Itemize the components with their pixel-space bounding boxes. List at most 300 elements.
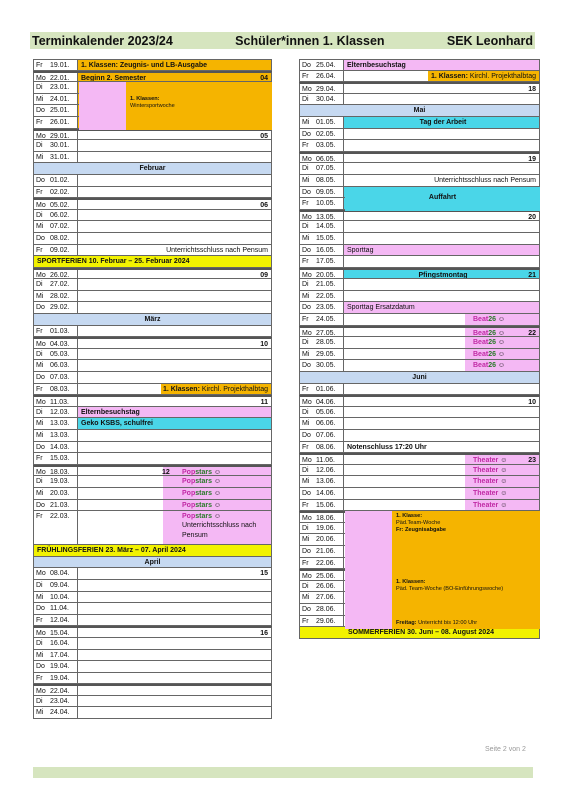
event: [344, 384, 539, 395]
calendar-row: [299, 82, 540, 94]
date: 21.06.: [314, 546, 344, 557]
weekday: Do: [302, 188, 311, 196]
date: 06.05.: [314, 154, 344, 163]
weekday: Mo: [36, 132, 46, 140]
date: 16.05.: [314, 245, 344, 256]
calendar-row: [33, 372, 272, 384]
event: Sporttag Ersatzdatum: [344, 302, 539, 313]
event: [78, 131, 271, 140]
weekday: Di: [36, 408, 43, 416]
footer-bar: [33, 767, 533, 778]
weekday: Mi: [36, 292, 44, 300]
date: 24.05.: [314, 314, 344, 325]
weekday: Mo: [302, 86, 312, 94]
theater-label: Theater ☺: [473, 466, 508, 474]
calendar-row: [299, 337, 540, 349]
date: 09.05.: [314, 187, 344, 198]
date: 27.02.: [48, 279, 78, 290]
weekday: Mi: [36, 153, 44, 161]
date: 11.03.: [48, 397, 78, 406]
calendar-row: [299, 291, 540, 303]
date: 27.06.: [314, 592, 344, 603]
date: 08.06.: [314, 442, 344, 453]
weekday: Do: [302, 362, 311, 370]
event: [344, 279, 539, 290]
event-text: Kirchl. Projekthalbtag: [467, 72, 536, 80]
event: Beginn 2. Semester: [78, 73, 271, 82]
event: [344, 465, 539, 476]
date: 10.04.: [48, 592, 78, 603]
beat26-label: Beat26 ☺: [473, 350, 506, 358]
week-number: 12: [162, 468, 170, 476]
event: [78, 638, 271, 649]
event: [78, 140, 271, 151]
event: 1. Klassen: Zeugnis- und LB-Ausgabe: [78, 60, 271, 70]
calendar-row: [299, 442, 540, 454]
popstars-label: Popstars ☺: [182, 513, 222, 521]
calendar-row: [299, 233, 540, 245]
wintersport-orange-block: [126, 82, 272, 130]
weekday: Fr: [36, 327, 43, 335]
event: [78, 349, 271, 360]
weekday: Do: [36, 234, 45, 242]
weekday: Do: [302, 489, 311, 497]
weekday: Di: [36, 281, 43, 289]
weekday: Fr: [302, 617, 309, 625]
calendar-row: [33, 430, 272, 442]
date: 26.02.: [48, 270, 78, 279]
week-number: 19: [528, 155, 536, 163]
weekday: Mo: [36, 570, 46, 578]
calendar-row: [33, 349, 272, 361]
weekday: Mi: [302, 350, 310, 358]
event: [78, 397, 271, 406]
weekday: Fr: [36, 246, 43, 254]
event-text: Kirchl. Projekthalbtag: [199, 385, 268, 393]
event: [78, 686, 271, 695]
event: [78, 279, 271, 290]
date: 11.06.: [314, 455, 344, 464]
date: 26.04.: [314, 71, 344, 82]
date: 22.04.: [48, 686, 78, 695]
event: [344, 455, 539, 464]
date: 18.03.: [48, 467, 78, 476]
date: 28.06.: [314, 604, 344, 615]
calendar-row: [33, 198, 272, 210]
date: 13.05.: [314, 212, 344, 221]
header-title: Terminkalender 2023/24: [32, 33, 173, 48]
theater-label: Theater ☺: [473, 457, 508, 465]
calendar-row: [33, 603, 272, 615]
calendar-row: [299, 500, 540, 512]
calendar-row: [299, 71, 540, 83]
date: 23.01.: [48, 82, 78, 93]
event-title: 1. Klassen:: [162, 385, 200, 393]
weekday: Mo: [302, 457, 312, 465]
event: [344, 328, 539, 337]
date: 28.02.: [48, 291, 78, 302]
calendar-left-column: [33, 59, 272, 719]
weekday: Di: [36, 350, 43, 358]
weekday: Mo: [302, 155, 312, 163]
event: [78, 326, 271, 337]
auffahrt-label: Auffahrt: [428, 194, 457, 201]
weekday: Di: [36, 478, 43, 486]
team-week-pink: [345, 511, 392, 571]
date: 18.06.: [314, 513, 344, 522]
date: 09.02.: [48, 245, 78, 256]
event: [78, 302, 271, 313]
weekday: Do: [302, 130, 311, 138]
weekday: Di: [302, 95, 309, 103]
calendar-row: [299, 163, 540, 175]
weekday: Di: [36, 84, 43, 92]
event: [78, 339, 271, 348]
theater-label: Theater ☺: [473, 478, 508, 486]
event: [78, 430, 271, 441]
date: 19.04.: [48, 673, 78, 684]
weekday: Do: [36, 107, 45, 115]
page-footer: Seite 2 von 2: [485, 746, 526, 753]
calendar-row: [33, 465, 272, 477]
event: [78, 476, 271, 487]
calendar-row: [33, 488, 272, 500]
date: 06.03.: [48, 360, 78, 371]
weekday: Do: [36, 501, 45, 509]
weekday: Mi: [302, 118, 310, 126]
weekday: Di: [302, 466, 309, 474]
calendar-row: [33, 129, 272, 141]
weekday: Do: [302, 304, 311, 312]
date: 19.06.: [314, 523, 344, 534]
wintersport-note: 1. Klassen: Wintersportwoche: [130, 96, 175, 109]
weekday: Mo: [36, 271, 46, 279]
weekday: Do: [302, 547, 311, 555]
week-number: 18: [528, 86, 536, 94]
event: [344, 500, 539, 511]
date: 08.03.: [48, 384, 78, 395]
calendar-row: [299, 360, 540, 372]
weekday: Di: [302, 223, 309, 231]
date: 07.05.: [314, 163, 344, 174]
popstars-label: Popstars ☺: [182, 489, 222, 497]
event: Unterrichtsschluss nach Pensum: [434, 176, 536, 184]
event: [78, 707, 271, 718]
date: 12.06.: [314, 465, 344, 476]
weekday: Mi: [36, 95, 44, 103]
calendar-row: [299, 117, 540, 129]
event: Unterrichtsschluss nach Pensum: [166, 246, 268, 254]
weekday: Mo: [302, 213, 312, 221]
weekday: Mi: [302, 536, 310, 544]
weekday: Fr: [36, 188, 43, 196]
date: 16.04.: [48, 638, 78, 649]
date: 15.06.: [314, 500, 344, 511]
calendar-right-column: [299, 59, 540, 639]
date: 22.05.: [314, 291, 344, 302]
date: 10.05.: [314, 198, 344, 209]
theater-label: Theater ☺: [473, 489, 508, 497]
date: 12.04.: [48, 615, 78, 626]
auffahrt-block: [345, 187, 540, 211]
event: [78, 442, 271, 453]
event: [78, 233, 271, 244]
date: 14.06.: [314, 488, 344, 499]
weekday: Fr: [36, 118, 43, 126]
weekday: Do: [302, 246, 311, 254]
calendar-row: [299, 418, 540, 430]
event: [344, 397, 539, 406]
event: [78, 696, 271, 707]
date: 13.06.: [314, 476, 344, 487]
date: 02.02.: [48, 187, 78, 198]
calendar-row: [33, 453, 272, 465]
popstars-label: Popstars ☺: [182, 468, 222, 476]
calendar-row: [33, 684, 272, 696]
date: 13.03.: [48, 418, 78, 429]
date: 24.04.: [48, 707, 78, 718]
weekday: Mi: [36, 709, 44, 717]
week-number: 05: [260, 132, 268, 140]
week-number: 06: [260, 202, 268, 210]
weekday: Mo: [36, 688, 46, 696]
event: [344, 418, 539, 429]
weekday: Mo: [302, 329, 312, 337]
date: 24.01.: [48, 94, 78, 105]
calendar-row: [33, 302, 272, 314]
date: 30.04.: [314, 94, 344, 105]
event: [344, 349, 539, 360]
event: [78, 270, 271, 279]
beat26-label: Beat26 ☺: [473, 339, 506, 347]
date: 01.06.: [314, 384, 344, 395]
calendar-row: [299, 129, 540, 141]
weekday: Mi: [302, 292, 310, 300]
popstars-label: Popstars ☺: [182, 478, 222, 486]
date: 30.01.: [48, 140, 78, 151]
date: 05.02.: [48, 200, 78, 209]
header-school: SEK Leonhard: [446, 33, 533, 48]
beat26-label: Beat26 ☺: [473, 362, 506, 370]
event: [344, 129, 539, 140]
week-number: 15: [260, 570, 268, 578]
calendar-row: [33, 418, 272, 430]
date: 08.04.: [48, 568, 78, 579]
event-title: 1. Klassen:: [430, 72, 468, 80]
calendar-row: [33, 59, 272, 71]
weekday: Do: [36, 605, 45, 613]
team-week2-pink: [345, 569, 392, 629]
event: [344, 407, 539, 418]
date: 29.05.: [314, 349, 344, 360]
event: [78, 453, 271, 464]
weekday: Di: [302, 281, 309, 289]
date: 29.04.: [314, 84, 344, 93]
unterricht-note: Unterrichtsschluss nach Pensum: [182, 522, 257, 540]
date: 15.05.: [314, 233, 344, 244]
calendar-row: [33, 673, 272, 685]
date: 01.05.: [314, 117, 344, 128]
date: 25.04.: [314, 60, 344, 70]
weekday: Fr: [302, 385, 309, 393]
date: 23.05.: [314, 302, 344, 313]
event: [78, 628, 271, 637]
date: 04.03.: [48, 339, 78, 348]
weekday: Mi: [302, 420, 310, 428]
date: 26.06.: [314, 581, 344, 592]
popstars-label: Popstars ☺: [182, 501, 222, 509]
event: Sporttag: [344, 245, 539, 256]
beat26-label: Beat26 ☺: [473, 329, 506, 337]
week-number: 10: [528, 399, 536, 407]
date: 17.05.: [314, 256, 344, 267]
weekday: Do: [36, 374, 45, 382]
calendar-row: [299, 302, 540, 314]
event: Tag der Arbeit: [344, 117, 539, 128]
date: 25.01.: [48, 105, 78, 116]
calendar-row: [33, 337, 272, 349]
weekday: Mo: [302, 515, 312, 523]
date: 09.04.: [48, 580, 78, 591]
weekday: Do: [36, 176, 45, 184]
event: [78, 152, 271, 163]
event: [78, 592, 271, 603]
calendar-row: [33, 187, 272, 199]
event: [78, 580, 271, 591]
calendar-row: [33, 210, 272, 222]
calendar-row: [299, 256, 540, 268]
calendar-row: [33, 476, 272, 488]
date: 14.05.: [314, 221, 344, 232]
calendar-row: [33, 221, 272, 233]
weekday: Mo: [36, 399, 46, 407]
calendar-row: [33, 71, 272, 83]
holiday-banner: SOMMERFERIEN 30. Juni – 08. August 2024: [299, 627, 540, 639]
weekday: Fr: [302, 559, 309, 567]
event: [78, 650, 271, 661]
event: [78, 384, 271, 395]
date: 08.05.: [314, 175, 344, 186]
date: 20.06.: [314, 534, 344, 545]
date: 03.05.: [314, 140, 344, 151]
calendar-row: [299, 210, 540, 222]
month-heading: Mai: [299, 105, 540, 117]
calendar-row: [299, 395, 540, 407]
weekday: Fr: [36, 62, 43, 69]
event: [344, 154, 539, 163]
date: 02.05.: [314, 129, 344, 140]
event: Notenschluss 17:20 Uhr: [347, 443, 427, 451]
date: 01.02.: [48, 175, 78, 186]
calendar-row: [299, 453, 540, 465]
date: 29.06.: [314, 616, 344, 627]
weekday: Di: [36, 639, 43, 647]
week-number: 21: [528, 271, 536, 279]
weekday: Di: [302, 339, 309, 347]
calendar-row: [33, 384, 272, 396]
date: 29.02.: [48, 302, 78, 313]
weekday: Fr: [36, 674, 43, 682]
calendar-row: [299, 465, 540, 477]
calendar-row: [33, 407, 272, 419]
event: Elternbesuchstag: [78, 407, 271, 418]
event: [344, 314, 539, 325]
calendar-row: [33, 233, 272, 245]
week-number: 22: [528, 329, 536, 337]
calendar-row: [299, 59, 540, 71]
date: 07.02.: [48, 221, 78, 232]
date: 22.03.: [48, 511, 78, 544]
calendar-row: [33, 279, 272, 291]
date: 12.03.: [48, 407, 78, 418]
holiday-banner: FRÜHLINGSFERIEN 23. März – 07. April 2024: [33, 545, 272, 557]
calendar-row: [33, 175, 272, 187]
date: 27.05.: [314, 328, 344, 337]
event: [344, 476, 539, 487]
weekday: Mo: [36, 468, 46, 476]
calendar-row: [299, 476, 540, 488]
calendar-row: [33, 568, 272, 580]
week-number: 10: [260, 341, 268, 349]
date: 19.01.: [48, 60, 78, 70]
weekday: Fr: [36, 455, 43, 463]
event: [344, 233, 539, 244]
date: 28.05.: [314, 337, 344, 348]
weekday: Di: [302, 524, 309, 532]
week-number: 16: [260, 630, 268, 638]
weekday: Mi: [36, 432, 44, 439]
weekday: Fr: [36, 513, 43, 521]
calendar-row: [33, 500, 272, 512]
calendar-row: [299, 384, 540, 396]
month-heading: April: [33, 557, 272, 569]
date: 19.03.: [48, 476, 78, 487]
event: [78, 500, 271, 511]
calendar-row: [299, 279, 540, 291]
calendar-row: [299, 407, 540, 419]
date: 29.01.: [48, 131, 78, 140]
weekday: Fr: [302, 72, 309, 80]
event: Elternbesuchstag: [344, 60, 539, 70]
weekday: Fr: [302, 258, 309, 266]
month-heading: Februar: [33, 163, 272, 175]
week-number: 09: [260, 271, 268, 279]
date: 08.02.: [48, 233, 78, 244]
calendar-row: [33, 511, 272, 545]
header-audience: Schüler*innen 1. Klassen: [235, 33, 385, 48]
event: [78, 372, 271, 383]
event: [78, 221, 271, 232]
weekday: Do: [36, 304, 45, 312]
team-week-note: 1. Klasse: Päd.Team-Woche Fr: Zeugnisabgabe: [392, 511, 540, 571]
calendar-row: [33, 268, 272, 280]
date: 01.03.: [48, 326, 78, 337]
weekday: Mi: [36, 593, 44, 601]
date: 21.03.: [48, 500, 78, 511]
weekday: Mi: [36, 362, 44, 370]
date: 31.01.: [48, 152, 78, 163]
wintersport-pink-block: [79, 82, 126, 130]
calendar-row: [299, 140, 540, 152]
weekday: Mo: [302, 399, 312, 407]
calendar-row: [33, 140, 272, 152]
calendar-row: [299, 326, 540, 338]
weekday: Fr: [36, 616, 43, 624]
beat26-label: Beat26 ☺: [473, 316, 506, 324]
date: 07.03.: [48, 372, 78, 383]
weekday: Mi: [302, 594, 310, 602]
weekday: Fr: [302, 501, 309, 509]
